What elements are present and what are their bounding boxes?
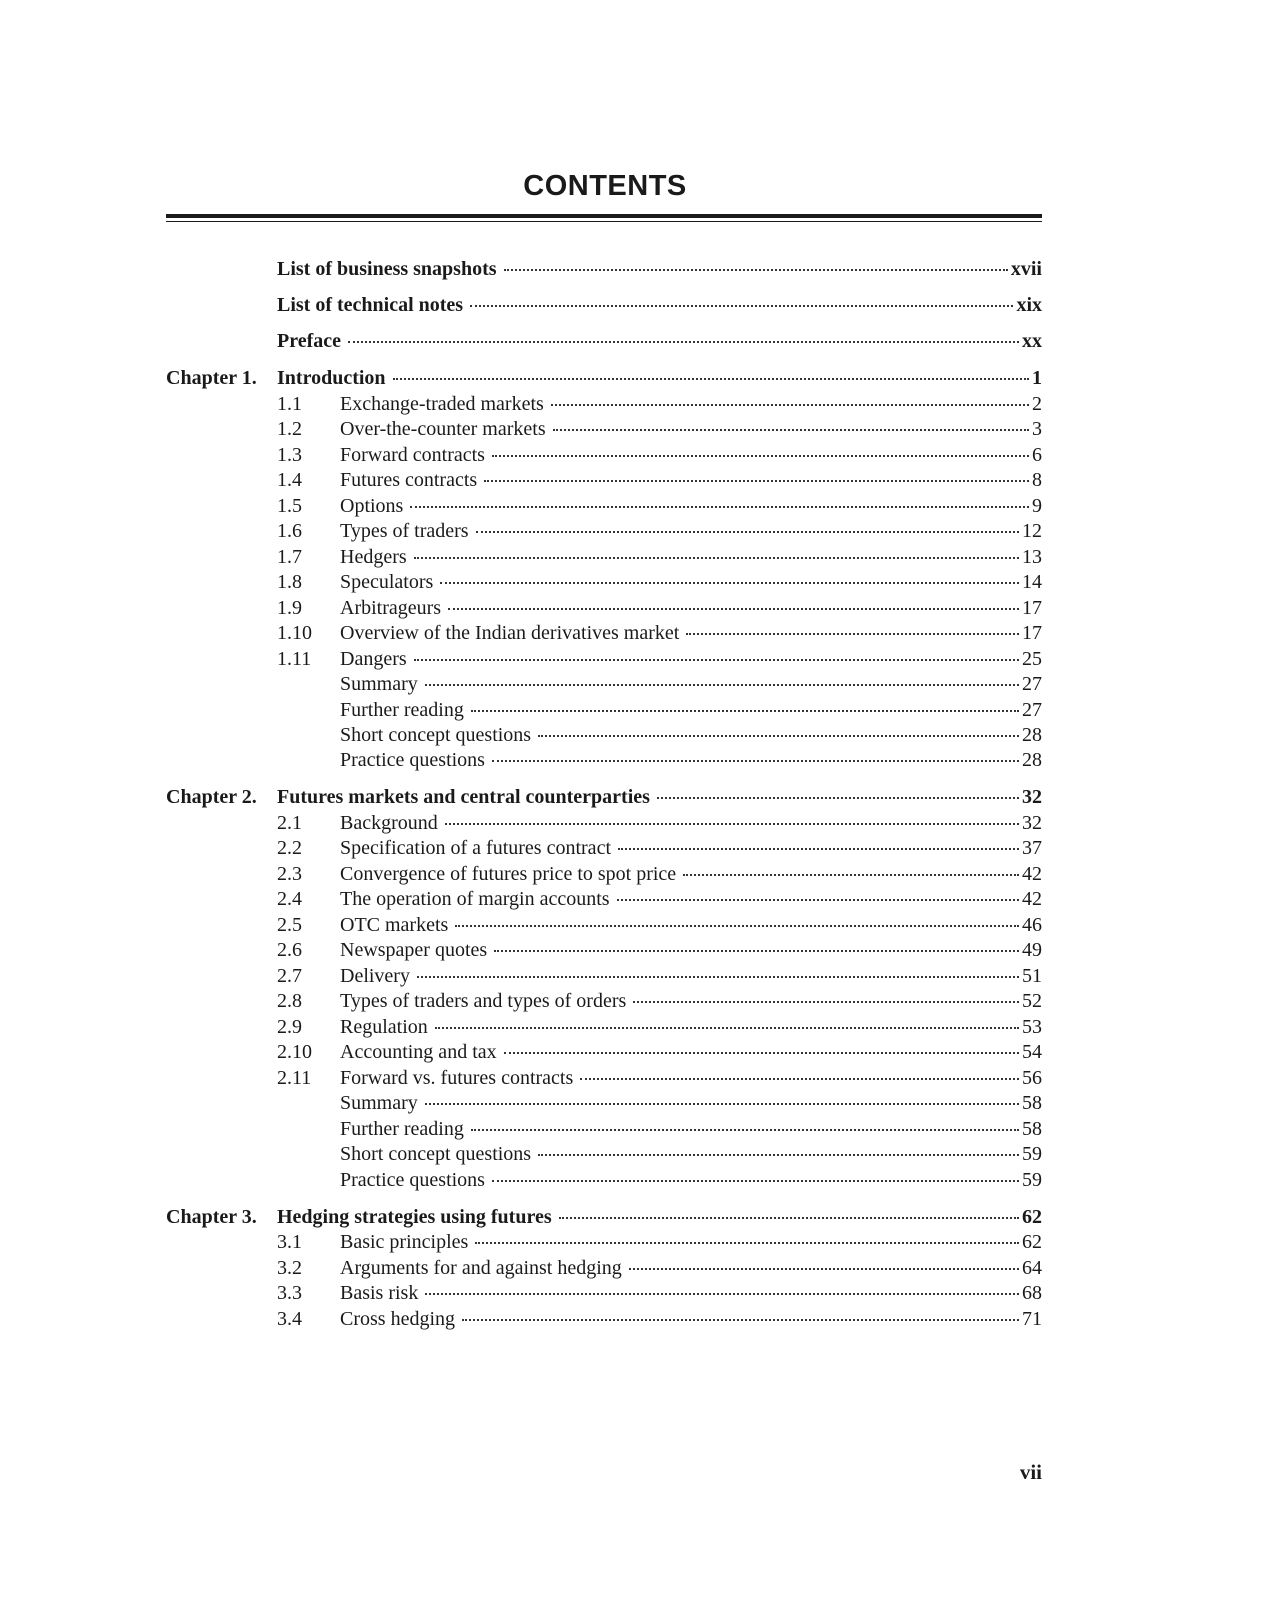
toc-section[interactable] bbox=[277, 545, 1042, 569]
dot-leader bbox=[410, 506, 1029, 508]
dot-leader bbox=[425, 684, 1019, 686]
chapter-page: 32 bbox=[1022, 786, 1042, 808]
section-number: 2.9 bbox=[277, 1016, 302, 1038]
section-title: Cross hedging bbox=[340, 1308, 455, 1330]
chapter-page: 62 bbox=[1022, 1206, 1042, 1228]
extra-title: Practice questions bbox=[340, 1169, 485, 1191]
section-page: 25 bbox=[1022, 648, 1042, 670]
extra-title: Summary bbox=[340, 1092, 418, 1114]
section-page: 6 bbox=[1032, 444, 1042, 466]
section-page: 9 bbox=[1032, 495, 1042, 517]
dot-leader bbox=[633, 1001, 1019, 1003]
dot-leader bbox=[471, 710, 1019, 712]
toc-extra[interactable] bbox=[340, 1168, 1042, 1192]
section-page: 54 bbox=[1022, 1041, 1042, 1063]
dot-leader bbox=[629, 1268, 1019, 1270]
section-title: Specification of a futures contract bbox=[340, 837, 611, 859]
toc-section[interactable] bbox=[277, 964, 1042, 988]
dot-leader bbox=[551, 404, 1029, 406]
toc-section[interactable] bbox=[277, 1040, 1042, 1064]
extra-page: 28 bbox=[1022, 749, 1042, 771]
section-page: 53 bbox=[1022, 1016, 1042, 1038]
section-number: 1.10 bbox=[277, 622, 312, 644]
extra-page: 59 bbox=[1022, 1169, 1042, 1191]
toc-section[interactable] bbox=[277, 862, 1042, 886]
section-title: Convergence of futures price to spot price bbox=[340, 863, 677, 885]
section-number: 2.3 bbox=[277, 863, 302, 885]
extra-title: Practice questions bbox=[340, 749, 485, 771]
toc-extra[interactable] bbox=[340, 1091, 1042, 1115]
toc-section[interactable] bbox=[277, 1230, 1042, 1254]
entry-title: Preface bbox=[277, 330, 342, 352]
extra-title: Short concept questions bbox=[340, 1143, 532, 1165]
title-rule-thin bbox=[166, 221, 1042, 222]
entry-page: xvii bbox=[1010, 258, 1042, 280]
section-title: Options bbox=[340, 495, 404, 517]
toc-section[interactable] bbox=[277, 494, 1042, 518]
section-title: Arguments for and against hedging bbox=[340, 1257, 622, 1279]
toc-section[interactable] bbox=[277, 1015, 1042, 1039]
dot-leader bbox=[470, 305, 1013, 307]
dot-leader bbox=[686, 633, 1019, 635]
section-title: Types of traders and types of orders bbox=[340, 990, 627, 1012]
section-page: 17 bbox=[1022, 622, 1042, 644]
toc-section[interactable] bbox=[277, 887, 1042, 911]
extra-title: Further reading bbox=[340, 699, 464, 721]
section-title: Forward contracts bbox=[340, 444, 485, 466]
section-page: 17 bbox=[1022, 597, 1042, 619]
title-rule bbox=[166, 214, 1042, 218]
section-title: Futures contracts bbox=[340, 469, 478, 491]
chapter-heading[interactable] bbox=[166, 366, 1042, 390]
dot-leader bbox=[657, 797, 1019, 799]
section-number: 2.5 bbox=[277, 914, 302, 936]
section-title: Basic principles bbox=[340, 1231, 469, 1253]
toc-section[interactable] bbox=[277, 836, 1042, 860]
section-number: 2.10 bbox=[277, 1041, 312, 1063]
dot-leader bbox=[393, 378, 1029, 380]
section-number: 3.2 bbox=[277, 1257, 302, 1279]
section-title: Accounting and tax bbox=[340, 1041, 497, 1063]
dot-leader bbox=[559, 1217, 1019, 1219]
toc-section[interactable] bbox=[277, 989, 1042, 1013]
section-page: 12 bbox=[1022, 520, 1042, 542]
section-title: Newspaper quotes bbox=[340, 939, 488, 961]
section-number: 1.6 bbox=[277, 520, 302, 542]
chapter-title: Introduction bbox=[277, 367, 386, 389]
dot-leader bbox=[538, 735, 1019, 737]
section-title: Background bbox=[340, 812, 438, 834]
dot-leader bbox=[476, 531, 1019, 533]
dot-leader bbox=[538, 1154, 1019, 1156]
toc-section[interactable] bbox=[277, 570, 1042, 594]
section-page: 56 bbox=[1022, 1067, 1042, 1089]
section-title: Basis risk bbox=[340, 1282, 419, 1304]
section-title: Overview of the Indian derivatives market bbox=[340, 622, 680, 644]
dot-leader bbox=[553, 429, 1029, 431]
section-number: 3.4 bbox=[277, 1308, 302, 1330]
toc-section[interactable] bbox=[277, 417, 1042, 441]
section-number: 2.2 bbox=[277, 837, 302, 859]
dot-leader bbox=[348, 341, 1019, 343]
chapter-title: Futures markets and central counterparties bbox=[277, 786, 650, 808]
toc-section[interactable] bbox=[277, 913, 1042, 937]
extra-page: 28 bbox=[1022, 724, 1042, 746]
section-number: 2.11 bbox=[277, 1067, 312, 1089]
toc-section[interactable] bbox=[277, 621, 1042, 645]
chapter-heading[interactable] bbox=[166, 1205, 1042, 1229]
extra-title: Summary bbox=[340, 673, 418, 695]
chapter-heading[interactable] bbox=[166, 785, 1042, 809]
section-page: 32 bbox=[1022, 812, 1042, 834]
dot-leader bbox=[435, 1027, 1019, 1029]
dot-leader bbox=[504, 1052, 1019, 1054]
section-number: 2.6 bbox=[277, 939, 302, 961]
entry-title: List of business snapshots bbox=[277, 258, 497, 280]
section-number: 1.7 bbox=[277, 546, 302, 568]
chapter-label: Chapter 3. bbox=[166, 1206, 257, 1228]
section-page: 3 bbox=[1032, 418, 1042, 440]
toc-section[interactable] bbox=[277, 596, 1042, 620]
toc-entry-preface[interactable] bbox=[277, 329, 1042, 353]
section-number: 1.1 bbox=[277, 393, 302, 415]
dot-leader bbox=[414, 659, 1019, 661]
section-title: Dangers bbox=[340, 648, 407, 670]
dot-leader bbox=[580, 1078, 1019, 1080]
extra-page: 27 bbox=[1022, 673, 1042, 695]
dot-leader bbox=[417, 976, 1019, 978]
dot-leader bbox=[618, 848, 1019, 850]
dot-leader bbox=[455, 925, 1019, 927]
extra-title: Further reading bbox=[340, 1118, 464, 1140]
section-page: 64 bbox=[1022, 1257, 1042, 1279]
section-page: 68 bbox=[1022, 1282, 1042, 1304]
dot-leader bbox=[475, 1242, 1019, 1244]
dot-leader bbox=[484, 480, 1029, 482]
section-title: Hedgers bbox=[340, 546, 407, 568]
toc-section[interactable] bbox=[277, 443, 1042, 467]
dot-leader bbox=[425, 1293, 1019, 1295]
extra-page: 58 bbox=[1022, 1092, 1042, 1114]
section-number: 1.3 bbox=[277, 444, 302, 466]
dot-leader bbox=[494, 950, 1019, 952]
section-title: Regulation bbox=[340, 1016, 428, 1038]
toc-section[interactable] bbox=[277, 392, 1042, 416]
toc-extra[interactable] bbox=[340, 698, 1042, 722]
section-number: 2.7 bbox=[277, 965, 302, 987]
section-page: 2 bbox=[1032, 393, 1042, 415]
toc-entry-technical-notes[interactable] bbox=[277, 293, 1042, 317]
section-page: 51 bbox=[1022, 965, 1042, 987]
toc-section[interactable] bbox=[277, 1256, 1042, 1280]
dot-leader bbox=[617, 899, 1019, 901]
dot-leader bbox=[440, 582, 1019, 584]
section-title: Speculators bbox=[340, 571, 434, 593]
section-title: Delivery bbox=[340, 965, 410, 987]
chapter-page: 1 bbox=[1032, 367, 1042, 389]
chapter-label: Chapter 1. bbox=[166, 367, 257, 389]
entry-page: xx bbox=[1022, 330, 1042, 352]
toc-extra[interactable] bbox=[340, 748, 1042, 772]
toc-section[interactable] bbox=[277, 1066, 1042, 1090]
section-title: Forward vs. futures contracts bbox=[340, 1067, 574, 1089]
section-page: 52 bbox=[1022, 990, 1042, 1012]
dot-leader bbox=[504, 269, 1008, 271]
page-title: CONTENTS bbox=[523, 170, 687, 202]
toc-extra[interactable] bbox=[340, 723, 1042, 747]
dot-leader bbox=[425, 1103, 1019, 1105]
section-title: Arbitrageurs bbox=[340, 597, 442, 619]
chapter-title: Hedging strategies using futures bbox=[277, 1206, 552, 1228]
dot-leader bbox=[471, 1129, 1019, 1131]
dot-leader bbox=[492, 1180, 1019, 1182]
entry-page: xix bbox=[1016, 294, 1042, 316]
section-page: 13 bbox=[1022, 546, 1042, 568]
section-number: 1.9 bbox=[277, 597, 302, 619]
dot-leader bbox=[492, 760, 1019, 762]
section-number: 1.11 bbox=[277, 648, 312, 670]
extra-page: 58 bbox=[1022, 1118, 1042, 1140]
dot-leader bbox=[448, 608, 1019, 610]
extra-title: Short concept questions bbox=[340, 724, 532, 746]
dot-leader bbox=[683, 874, 1019, 876]
section-number: 3.1 bbox=[277, 1231, 302, 1253]
toc-section[interactable] bbox=[277, 468, 1042, 492]
toc-section[interactable] bbox=[277, 811, 1042, 835]
section-page: 46 bbox=[1022, 914, 1042, 936]
toc-section[interactable] bbox=[277, 1307, 1042, 1331]
section-page: 62 bbox=[1022, 1231, 1042, 1253]
extra-page: 59 bbox=[1022, 1143, 1042, 1165]
dot-leader bbox=[445, 823, 1019, 825]
section-page: 42 bbox=[1022, 863, 1042, 885]
toc-extra[interactable] bbox=[340, 1117, 1042, 1141]
chapter-label: Chapter 2. bbox=[166, 786, 257, 808]
section-number: 2.1 bbox=[277, 812, 302, 834]
toc-extra[interactable] bbox=[340, 672, 1042, 696]
section-page: 37 bbox=[1022, 837, 1042, 859]
section-title: Types of traders bbox=[340, 520, 469, 542]
toc-section[interactable] bbox=[277, 519, 1042, 543]
toc-section[interactable] bbox=[277, 1281, 1042, 1305]
dot-leader bbox=[492, 455, 1029, 457]
section-title: Over-the-counter markets bbox=[340, 418, 546, 440]
section-number: 2.8 bbox=[277, 990, 302, 1012]
section-page: 71 bbox=[1022, 1308, 1042, 1330]
section-title: OTC markets bbox=[340, 914, 449, 936]
toc-extra[interactable] bbox=[340, 1142, 1042, 1166]
section-page: 8 bbox=[1032, 469, 1042, 491]
toc-section[interactable] bbox=[277, 647, 1042, 671]
toc-section[interactable] bbox=[277, 938, 1042, 962]
section-page: 42 bbox=[1022, 888, 1042, 910]
section-number: 1.2 bbox=[277, 418, 302, 440]
section-title: Exchange-traded markets bbox=[340, 393, 544, 415]
section-number: 1.5 bbox=[277, 495, 302, 517]
page-number: vii bbox=[1019, 1460, 1042, 1484]
extra-page: 27 bbox=[1022, 699, 1042, 721]
dot-leader bbox=[462, 1319, 1019, 1321]
section-number: 3.3 bbox=[277, 1282, 302, 1304]
toc-entry-business-snapshots[interactable] bbox=[277, 257, 1042, 281]
section-page: 49 bbox=[1022, 939, 1042, 961]
section-number: 1.4 bbox=[277, 469, 302, 491]
section-number: 1.8 bbox=[277, 571, 302, 593]
section-page: 14 bbox=[1022, 571, 1042, 593]
section-number: 2.4 bbox=[277, 888, 302, 910]
section-title: The operation of margin accounts bbox=[340, 888, 610, 910]
entry-title: List of technical notes bbox=[277, 294, 464, 316]
dot-leader bbox=[414, 557, 1019, 559]
